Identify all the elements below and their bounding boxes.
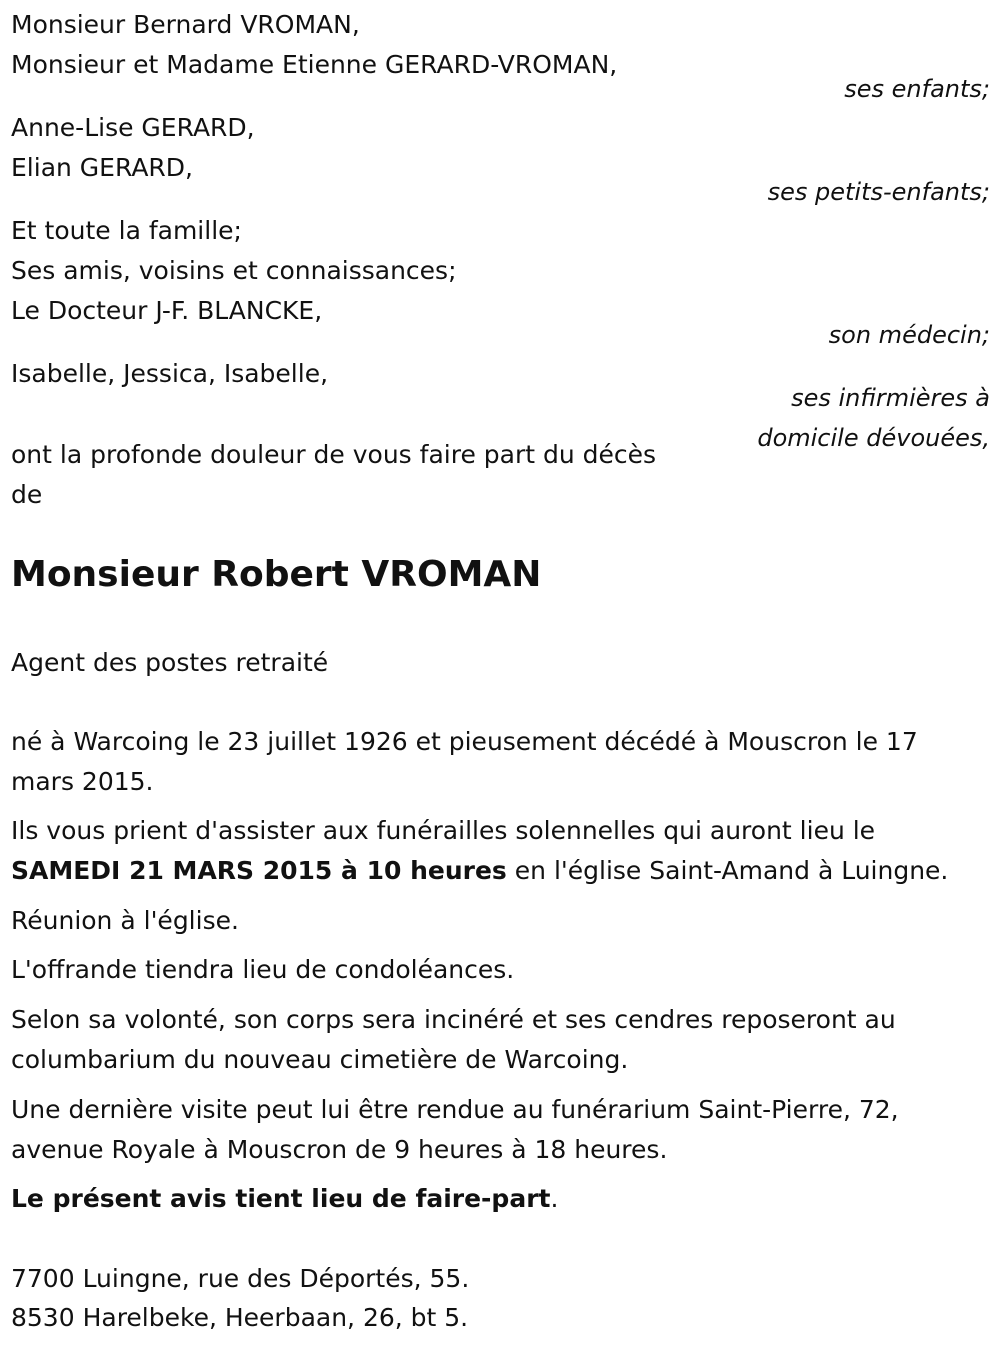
grandchildren-role: ses petits-enfants; xyxy=(767,178,990,206)
funeral-place: en l'église Saint-Amand à Luingne. xyxy=(506,856,949,885)
child-name-1: Monsieur Bernard VROMAN, xyxy=(11,10,360,39)
offering-line: L'offrande tiendra lieu de condoléances. xyxy=(11,955,515,984)
notice-bold: Le présent avis tient lieu de faire-part xyxy=(11,1184,551,1213)
address-1: 7700 Luingne, rue des Déportés, 55. xyxy=(11,1264,470,1293)
grandchild-name-2: Elian GERARD, xyxy=(11,153,193,182)
funeral-date: SAMEDI 21 MARS 2015 à 10 heures xyxy=(11,856,507,885)
child-name-2: Monsieur et Madame Etienne GERARD-VROMAN, xyxy=(11,50,618,79)
nurses-role-line-1: ses infirmières à xyxy=(791,384,990,412)
nurses-role-line-2: domicile dévouées, xyxy=(757,424,990,452)
meeting-line: Réunion à l'église. xyxy=(11,906,239,935)
visit-paragraph: Une dernière visite peut lui être rendue au funérarium Saint-Pierre, 72, avenue Royale à Mouscron de 9 heures à 18 heures. xyxy=(11,1095,899,1164)
doctor-role: son médecin; xyxy=(828,321,990,349)
funeral-intro: Ils vous prient d'assister aux funérailles solennelles qui auront lieu le xyxy=(11,816,876,845)
birth-death-paragraph: né à Warcoing le 23 juillet 1926 et pieusement décédé à Mouscron le 17 mars 2015. xyxy=(11,727,918,796)
doctor-name: Le Docteur J-F. BLANCKE, xyxy=(11,296,323,325)
friends-line: Ses amis, voisins et connaissances; xyxy=(11,256,457,285)
funeral-paragraph xyxy=(11,811,986,891)
nurses-names: Isabelle, Jessica, Isabelle, xyxy=(11,359,329,388)
address-2: 8530 Harelbeke, Heerbaan, 26, bt 5. xyxy=(11,1303,469,1332)
cremation-paragraph: Selon sa volonté, son corps sera incinéré et ses cendres reposeront au columbarium du nouveau cimetière de Warcoing. xyxy=(11,1005,896,1074)
children-role: ses enfants; xyxy=(844,75,990,103)
deceased-occupation: Agent des postes retraité xyxy=(11,648,329,677)
family-line: Et toute la famille; xyxy=(11,216,242,245)
notice-end: . xyxy=(550,1184,559,1213)
deceased-name: Monsieur Robert VROMAN xyxy=(11,554,542,595)
grandchild-name-1: Anne-Lise GERARD, xyxy=(11,113,255,142)
notice-line xyxy=(11,1179,558,1219)
announcement-line-1: ont la profonde douleur de vous faire part du décès xyxy=(11,440,657,469)
announcement-line-2: de xyxy=(11,480,43,509)
